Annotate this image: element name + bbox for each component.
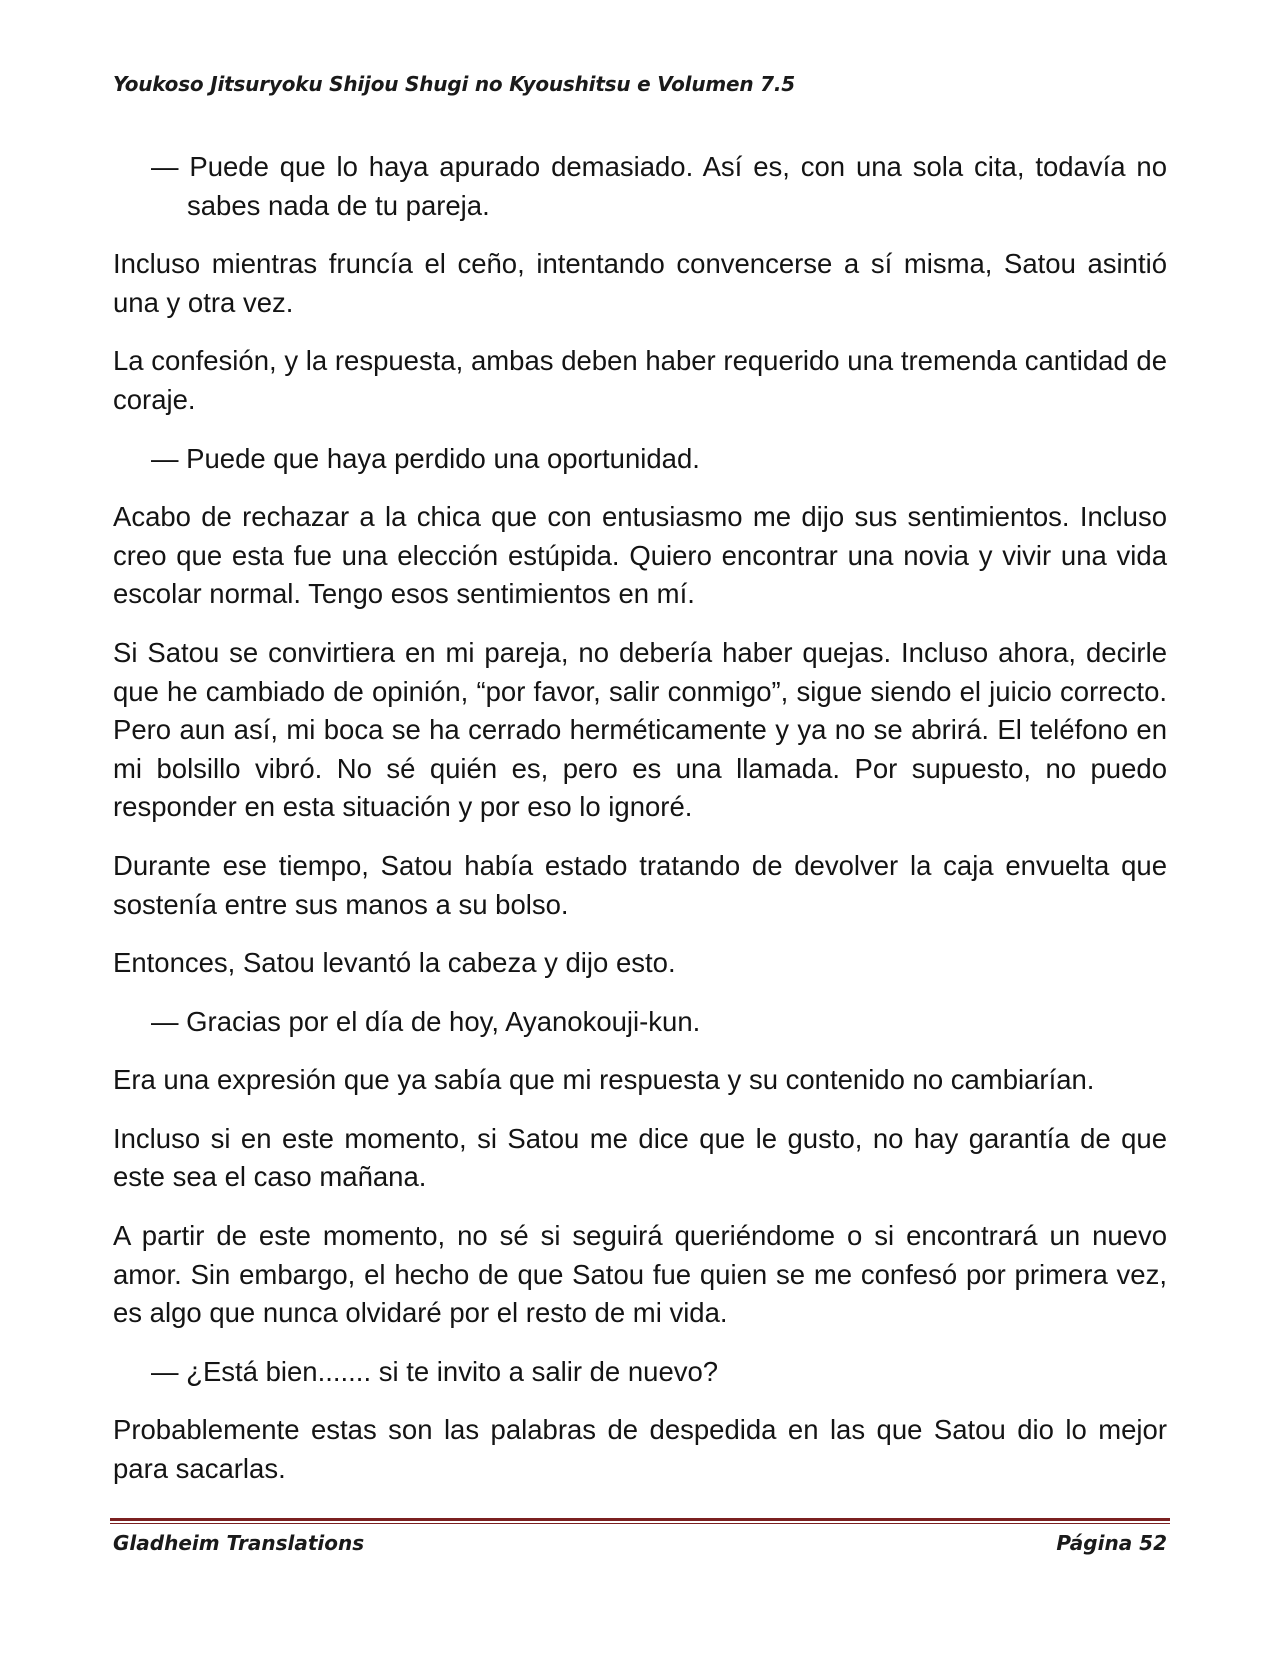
paragraph: Acabo de rechazar a la chica que con entusiasmo me dijo sus sentimientos. Incluso creo que esta fue una elección estúpida. Quiero encontrar una novia y vivir una vida escolar normal. Tengo esos sentimientos en mí. xyxy=(113,501,1167,610)
paragraph: Si Satou se convirtiera en mi pareja, no debería haber quejas. Incluso ahora, decirle que he cambiado de opinión, “por favor, salir conmigo”, sigue siendo el juicio correcto. Pero aun así, mi boca se ha cerrado herméticamente y ya no se abrirá. El teléfono en mi bolsillo vibró. No sé quién es, pero es una llamada. Por supuesto, no puedo responder en esta situación y por eso lo ignoré. xyxy=(113,636,1167,823)
paragraph: Incluso si en este momento, si Satou me dice que le gusto, no hay garantía de que este sea el caso mañana. xyxy=(113,1122,1167,1193)
paragraph: A partir de este momento, no sé si seguirá queriéndome o si encontrará un nuevo amor. Sin embargo, el hecho de que Satou fue quien se me confesó por primera vez, es algo que nunca olvidaré por el resto de mi vida. xyxy=(113,1220,1167,1329)
dialog-line: — Gracias por el día de hoy, Ayanokouji-kun. xyxy=(151,1005,701,1037)
dialog-line: — ¿Está bien....... si te invito a salir de nuevo? xyxy=(151,1355,719,1387)
paragraph: La confesión, y la respuesta, ambas deben haber requerido una tremenda cantidad de coraje. xyxy=(113,345,1167,415)
paragraph: Durante ese tiempo, Satou había estado tratando de devolver la caja envuelta que sostenía entre sus manos a su bolso. xyxy=(113,849,1167,920)
running-header: Youkoso Jitsuryoku Shijou Shugi no Kyoushitsu e Volumen 7.5 xyxy=(113,72,795,96)
paragraph: Entonces, Satou levantó la cabeza y dijo esto. xyxy=(113,947,676,979)
dialog-line: — Puede que haya perdido una oportunidad. xyxy=(151,442,700,474)
dialog-line: — Puede que lo haya apurado demasiado. Así es, con una sola cita, todavía no sabes nada de tu pareja. xyxy=(151,151,1167,221)
paragraph: Incluso mientras fruncía el ceño, intentando convencerse a sí misma, Satou asintió una y otra vez. xyxy=(113,248,1167,318)
paragraph: Era una expresión que ya sabía que mi respuesta y su contenido no cambiarían. xyxy=(113,1064,1095,1096)
footer-credit: Gladheim Translations xyxy=(113,1531,365,1555)
footer-divider xyxy=(110,1518,1170,1524)
paragraph: Probablemente estas son las palabras de despedida en las que Satou dio lo mejor para sacarlas. xyxy=(113,1414,1167,1485)
page-body xyxy=(113,148,1167,1509)
page-number: Página 52 xyxy=(1056,1531,1167,1555)
